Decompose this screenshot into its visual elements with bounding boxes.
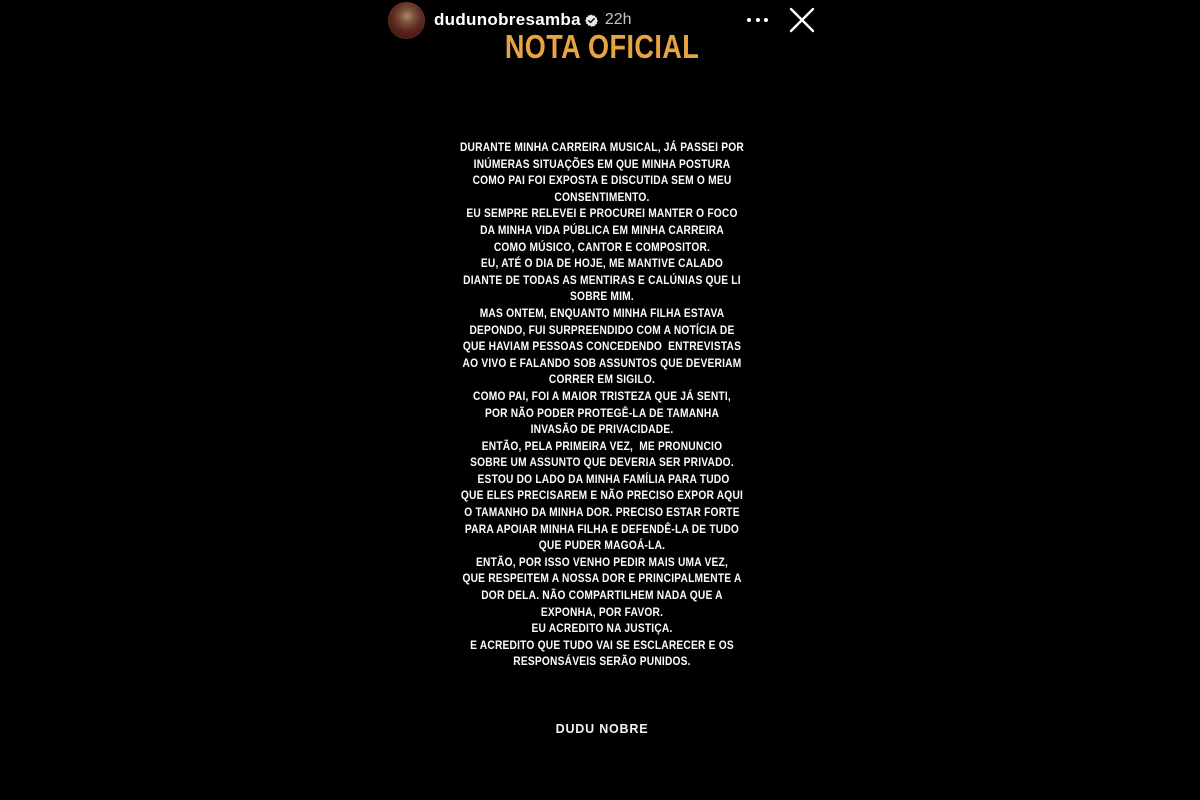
note-line: SOBRE UM ASSUNTO QUE DEVERIA SER PRIVADO. [470,455,734,470]
verified-badge-icon [585,14,598,27]
note-line: COMO PAI FOI EXPOSTA E DISCUTIDA SEM O MEU [472,173,732,188]
note-line: DEPONDO, FUI SURPREENDIDO COM A NOTÍCIA DE [469,322,735,337]
avatar[interactable] [388,2,425,39]
note-line: ESTOU DO LADO DA MINHA FAMÍLIA PARA TUDO [474,471,730,486]
note-body [420,139,784,670]
note-line: QUE PUDER MAGOÁ-LA. [538,538,666,553]
note-line: RESPONSÁVEIS SERÃO PUNIDOS. [513,654,691,669]
note-line: DA MINHA VIDA PÚBLICA EM MINHA CARREIRA [480,222,724,237]
note-line: O TAMANHO DA MINHA DOR. PRECISO ESTAR FORTE [464,505,740,520]
instagram-story [388,0,816,800]
story-timestamp: 22h [604,11,632,28]
x-close-icon[interactable] [788,6,816,34]
note-line: ENTÃO, POR ISSO VENHO PEDIR MAIS UMA VEZ, [475,554,729,569]
ellipsis-more-options-icon[interactable] [745,14,770,26]
note-line: PARA APOIAR MINHA FILHA E DEFENDÊ-LA DE TUDO [464,521,740,536]
note-line: QUE RESPEITEM A NOSSA DOR E PRINCIPALMENTE A [462,571,742,586]
note-line: CONSENTIMENTO. [554,189,650,204]
note-line: MAS ONTEM, ENQUANTO MINHA FILHA ESTAVA [479,305,725,320]
note-line: EU, ATÉ O DIA DE HOJE, ME MANTIVE CALADO [480,256,724,271]
note-line: INVASÃO DE PRIVACIDADE. [530,422,674,437]
note-line: POR NÃO PODER PROTEGÊ-LA DE TAMANHA [484,405,720,420]
note-line: E ACREDITO QUE TUDO VAI SE ESCLARECER E OS [470,637,734,652]
note-line: EU ACREDITO NA JUSTIÇA. [531,621,673,636]
note-title: NOTA OFICIAL [504,28,700,65]
note-line: ENTÃO, PELA PRIMEIRA VEZ, ME PRONUNCIO [481,438,723,453]
note-line: DIANTE DE TODAS AS MENTIRAS E CALÚNIAS QUE LI [463,272,741,287]
note-line: CORRER EM SIGILO. [548,372,656,387]
note-line: COMO MÚSICO, CANTOR E COMPOSITOR. [493,239,711,254]
note-line: INÚMERAS SITUAÇÕES EM QUE MINHA POSTURA [473,156,731,171]
dot [756,18,760,22]
note-line: EXPONHA, POR FAVOR. [540,604,664,619]
note-line: DURANTE MINHA CARREIRA MUSICAL, JÁ PASSEI POR [459,140,745,154]
username[interactable]: dudunobresamba [434,10,581,29]
note-line: AO VIVO E FALANDO SOB ASSUNTOS QUE DEVERIAM [462,355,742,370]
dot [747,18,751,22]
note-line: EU SEMPRE RELEVEI E PROCUREI MANTER O FOCO [466,206,738,221]
dot [764,18,768,22]
note-line: QUE ELES PRECISAREM E NÃO PRECISO EXPOR AQUI [460,488,744,503]
note-line: SOBRE MIM. [570,289,634,304]
note-line: COMO PAI, FOI A MAIOR TRISTEZA QUE JÁ SENTI, [473,388,731,403]
note-line: DOR DELA. NÃO COMPARTILHEM NADA QUE A [481,588,723,603]
signature: DUDU NOBRE [555,722,649,736]
note-line: QUE HAVIAM PESSOAS CONCEDENDO ENTREVISTAS [462,339,742,354]
